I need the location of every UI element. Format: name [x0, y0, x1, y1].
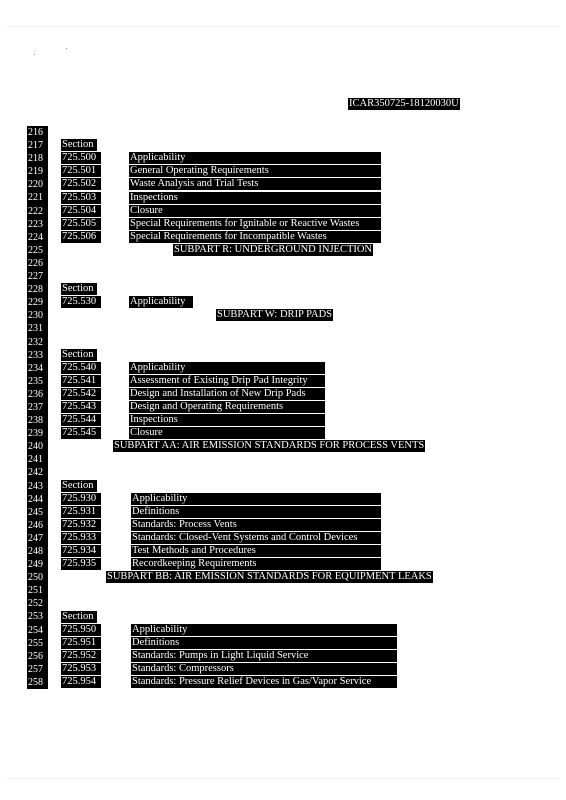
section-title: Closure	[129, 427, 325, 439]
line-number: 221	[27, 191, 48, 204]
line-number: 243	[27, 480, 48, 493]
section-number: 725.505	[61, 218, 101, 230]
section-title: General Operating Requirements	[129, 165, 381, 177]
scan-speck	[34, 54, 35, 55]
line-number: 223	[27, 218, 48, 231]
subpart-heading: SUBPART AA: AIR EMISSION STANDARDS FOR PROCESS VENTS	[114, 440, 425, 452]
section-title: Applicability	[131, 624, 397, 636]
section-number: 725.504	[61, 205, 101, 217]
section-title: Design and Operating Requirements	[129, 401, 325, 413]
line-number: 226	[27, 257, 48, 270]
section-number: 725.954	[61, 676, 101, 688]
line-number-column	[27, 126, 48, 689]
line-number: 249	[27, 558, 48, 571]
line-number: 218	[27, 152, 48, 165]
line-number: 257	[27, 663, 48, 676]
section-title: Closure	[129, 205, 381, 217]
line-number: 235	[27, 375, 48, 388]
section-number: 725.540	[61, 362, 101, 374]
section-title: Standards: Closed-Vent Systems and Control Devices	[131, 532, 381, 544]
section-label: Section	[61, 139, 97, 151]
line-number: 253	[27, 610, 48, 623]
section-label: Section	[61, 349, 97, 361]
section-title: Applicability	[131, 493, 381, 505]
section-title: Applicability	[129, 296, 193, 308]
line-number: 244	[27, 493, 48, 506]
line-number: 239	[27, 427, 48, 440]
subpart-heading: SUBPART W: DRIP PADS	[217, 309, 333, 321]
section-number: 725.503	[61, 192, 101, 204]
section-title: Assessment of Existing Drip Pad Integrity	[129, 375, 325, 387]
line-number: 241	[27, 453, 48, 466]
section-title: Definitions	[131, 637, 397, 649]
section-number: 725.930	[61, 493, 101, 505]
section-number: 725.502	[61, 178, 101, 190]
line-number: 248	[27, 545, 48, 558]
line-number: 247	[27, 532, 48, 545]
section-title: Inspections	[129, 192, 381, 204]
section-title: Test Methods and Procedures	[131, 545, 381, 557]
subpart-heading: SUBPART R: UNDERGROUND INJECTION	[174, 243, 373, 255]
bottom-page-edge	[6, 778, 560, 779]
section-label: Section	[61, 611, 97, 623]
line-number: 224	[27, 231, 48, 244]
section-label: Section	[61, 283, 97, 295]
section-number: 725.543	[61, 401, 101, 413]
section-label: Section	[61, 480, 97, 492]
line-number: 219	[27, 165, 48, 178]
top-page-edge	[6, 26, 560, 27]
subpart-heading: SUBPART BB: AIR EMISSION STANDARDS FOR EQUIPMENT LEAKS	[107, 571, 432, 583]
line-number: 222	[27, 205, 48, 218]
line-number: 238	[27, 414, 48, 427]
section-title: Special Requirements for Ignitable or Reactive Wastes	[129, 218, 381, 230]
line-number: 230	[27, 309, 48, 322]
section-title: Standards: Pressure Relief Devices in Gas/Vapor Service	[131, 676, 397, 688]
section-number: 725.545	[61, 427, 101, 439]
section-title: Standards: Process Vents	[131, 519, 381, 531]
scan-speck	[66, 48, 67, 49]
section-title: Standards: Compressors	[131, 663, 397, 675]
line-number: 220	[27, 178, 48, 191]
section-number: 725.932	[61, 519, 101, 531]
section-number: 725.506	[61, 231, 101, 243]
section-number: 725.530	[61, 296, 101, 308]
section-title: Inspections	[129, 414, 325, 426]
section-number: 725.933	[61, 532, 101, 544]
line-number: 255	[27, 637, 48, 650]
section-number: 725.542	[61, 388, 101, 400]
line-number: 245	[27, 506, 48, 519]
section-number: 725.934	[61, 545, 101, 557]
line-number: 227	[27, 270, 48, 283]
section-number: 725.952	[61, 650, 101, 662]
section-title: Waste Analysis and Trial Tests	[129, 178, 381, 190]
section-number: 725.950	[61, 624, 101, 636]
line-number: 256	[27, 650, 48, 663]
section-title: Definitions	[131, 506, 381, 518]
section-number: 725.953	[61, 663, 101, 675]
line-number: 233	[27, 349, 48, 362]
section-number: 725.935	[61, 558, 101, 570]
section-number: 725.500	[61, 152, 101, 164]
line-number: 225	[27, 244, 48, 257]
section-title: Design and Installation of New Drip Pads	[129, 388, 325, 400]
line-number: 240	[27, 440, 48, 453]
section-number: 725.541	[61, 375, 101, 387]
line-number: 254	[27, 624, 48, 637]
section-number: 725.951	[61, 637, 101, 649]
section-number: 725.544	[61, 414, 101, 426]
document-id: ICAR350725-18120030U	[349, 98, 459, 109]
section-title: Applicability	[129, 152, 381, 164]
line-number: 231	[27, 322, 48, 335]
line-number: 234	[27, 362, 48, 375]
line-number: 216	[27, 126, 48, 139]
line-number: 229	[27, 296, 48, 309]
line-number: 242	[27, 466, 48, 479]
section-title: Standards: Pumps in Light Liquid Service	[131, 650, 397, 662]
section-title: Applicability	[129, 362, 325, 374]
section-title: Recordkeeping Requirements	[131, 558, 381, 570]
line-number: 246	[27, 519, 48, 532]
line-number: 251	[27, 584, 48, 597]
line-number: 228	[27, 283, 48, 296]
line-number: 250	[27, 571, 48, 584]
line-number: 217	[27, 139, 48, 152]
line-number: 252	[27, 597, 48, 610]
section-number: 725.931	[61, 506, 101, 518]
line-number: 232	[27, 336, 48, 349]
line-number: 258	[27, 676, 48, 689]
line-number: 236	[27, 388, 48, 401]
section-title: Special Requirements for Incompatible Wastes	[129, 231, 381, 243]
line-number: 237	[27, 401, 48, 414]
section-number: 725.501	[61, 165, 101, 177]
